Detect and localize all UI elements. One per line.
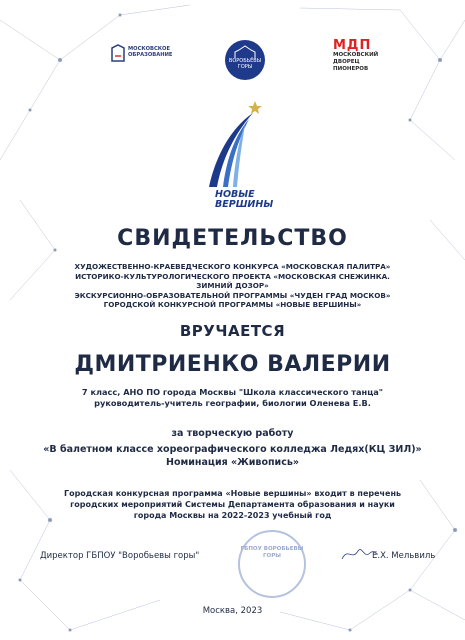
work-block xyxy=(0,443,465,469)
awarded-label: ВРУЧАЕТСЯ xyxy=(179,322,286,340)
recipient-supervisor: руководитель-учитель географии, биологии Оленева Е.В. xyxy=(94,398,371,408)
stamp-text: ГБПОУ ВОРОБЬЕВЫ ГОРЫ xyxy=(240,546,304,559)
recipient-info xyxy=(40,387,425,409)
program-paragraph xyxy=(40,488,425,521)
work-title: «В балетном классе хореографического колледжа Ледях(КЦ ЗИЛ)» xyxy=(43,444,422,455)
work-label: за творческую работу xyxy=(171,428,294,439)
competition-line: ХУДОЖЕСТВЕННО-КРАЕВЕДЧЕСКОГО КОНКУРСА «МОСКОВСКАЯ ПАЛИТРА» xyxy=(74,262,391,271)
new-peaks-line1: НОВЫЕ xyxy=(215,189,255,200)
competition-line: ЭКСКУРСИОННО-ОБРАЗОВАТЕЛЬНОЙ ПРОГРАММЫ «ЧУДЕН ГРАД МОСКОВ» xyxy=(74,290,391,300)
moscow-education-emblem-icon xyxy=(110,44,126,62)
paragraph-line: Городская конкурсная программа «Новые вершины» входит в перечень xyxy=(63,489,402,498)
recipient-name: ДМИТРИЕНКО ВАЛЕРИИ xyxy=(74,352,391,377)
certificate-title: СВИДЕТЕЛЬСТВО xyxy=(117,226,348,251)
competition-list xyxy=(60,262,405,310)
competition-line: ИСТОРИКО-КУЛЬТУРОЛОГИЧЕСКОГО ПРОЕКТА «МОСКОВСКАЯ СНЕЖИНКА. ЗИМНИЙ ДОЗОР» xyxy=(75,271,390,290)
director-title: Директор ГБПОУ "Воробьевы горы" xyxy=(40,551,200,561)
work-nomination: Номинация «Живопись» xyxy=(166,457,299,468)
new-peaks-comet-icon xyxy=(195,95,275,190)
signatory-name: Е.Х. Мельвиль xyxy=(372,551,436,561)
moscow-education-logo xyxy=(110,40,173,70)
official-stamp xyxy=(238,530,306,598)
moscow-education-text: МОСКОВСКОЕ ОБРАЗОВАНИЕ xyxy=(128,46,173,58)
paragraph-line: городских мероприятий Системы Департамента образования и науки xyxy=(70,500,395,509)
recipient-school: 7 класс, АНО ПО города Москвы "Школа классического танца" xyxy=(81,387,384,397)
mdp-mark: МДП xyxy=(333,38,372,53)
vorobyovy-gory-logo xyxy=(225,40,265,80)
place-date: Москва, 2023 xyxy=(202,606,263,616)
new-peaks-line2: ВЕРШИНЫ xyxy=(215,199,274,210)
new-peaks-emblem-text xyxy=(215,190,273,210)
competition-line: ГОРОДСКОЙ КОНКУРСНОЙ ПРОГРАММЫ «НОВЫЕ ВЕРШИНЫ» xyxy=(103,300,362,309)
moscow-pioneer-palace-text: МОСКОВСКИЙ ДВОРЕЦ ПИОНЕРОВ xyxy=(333,52,379,72)
moscow-pioneer-palace-logo xyxy=(333,38,393,78)
paragraph-line: города Москвы на 2022-2023 учебный год xyxy=(133,511,332,520)
vorobyovy-gory-text: ВОРОБЬЁВЫ ГОРЫ xyxy=(228,58,262,70)
